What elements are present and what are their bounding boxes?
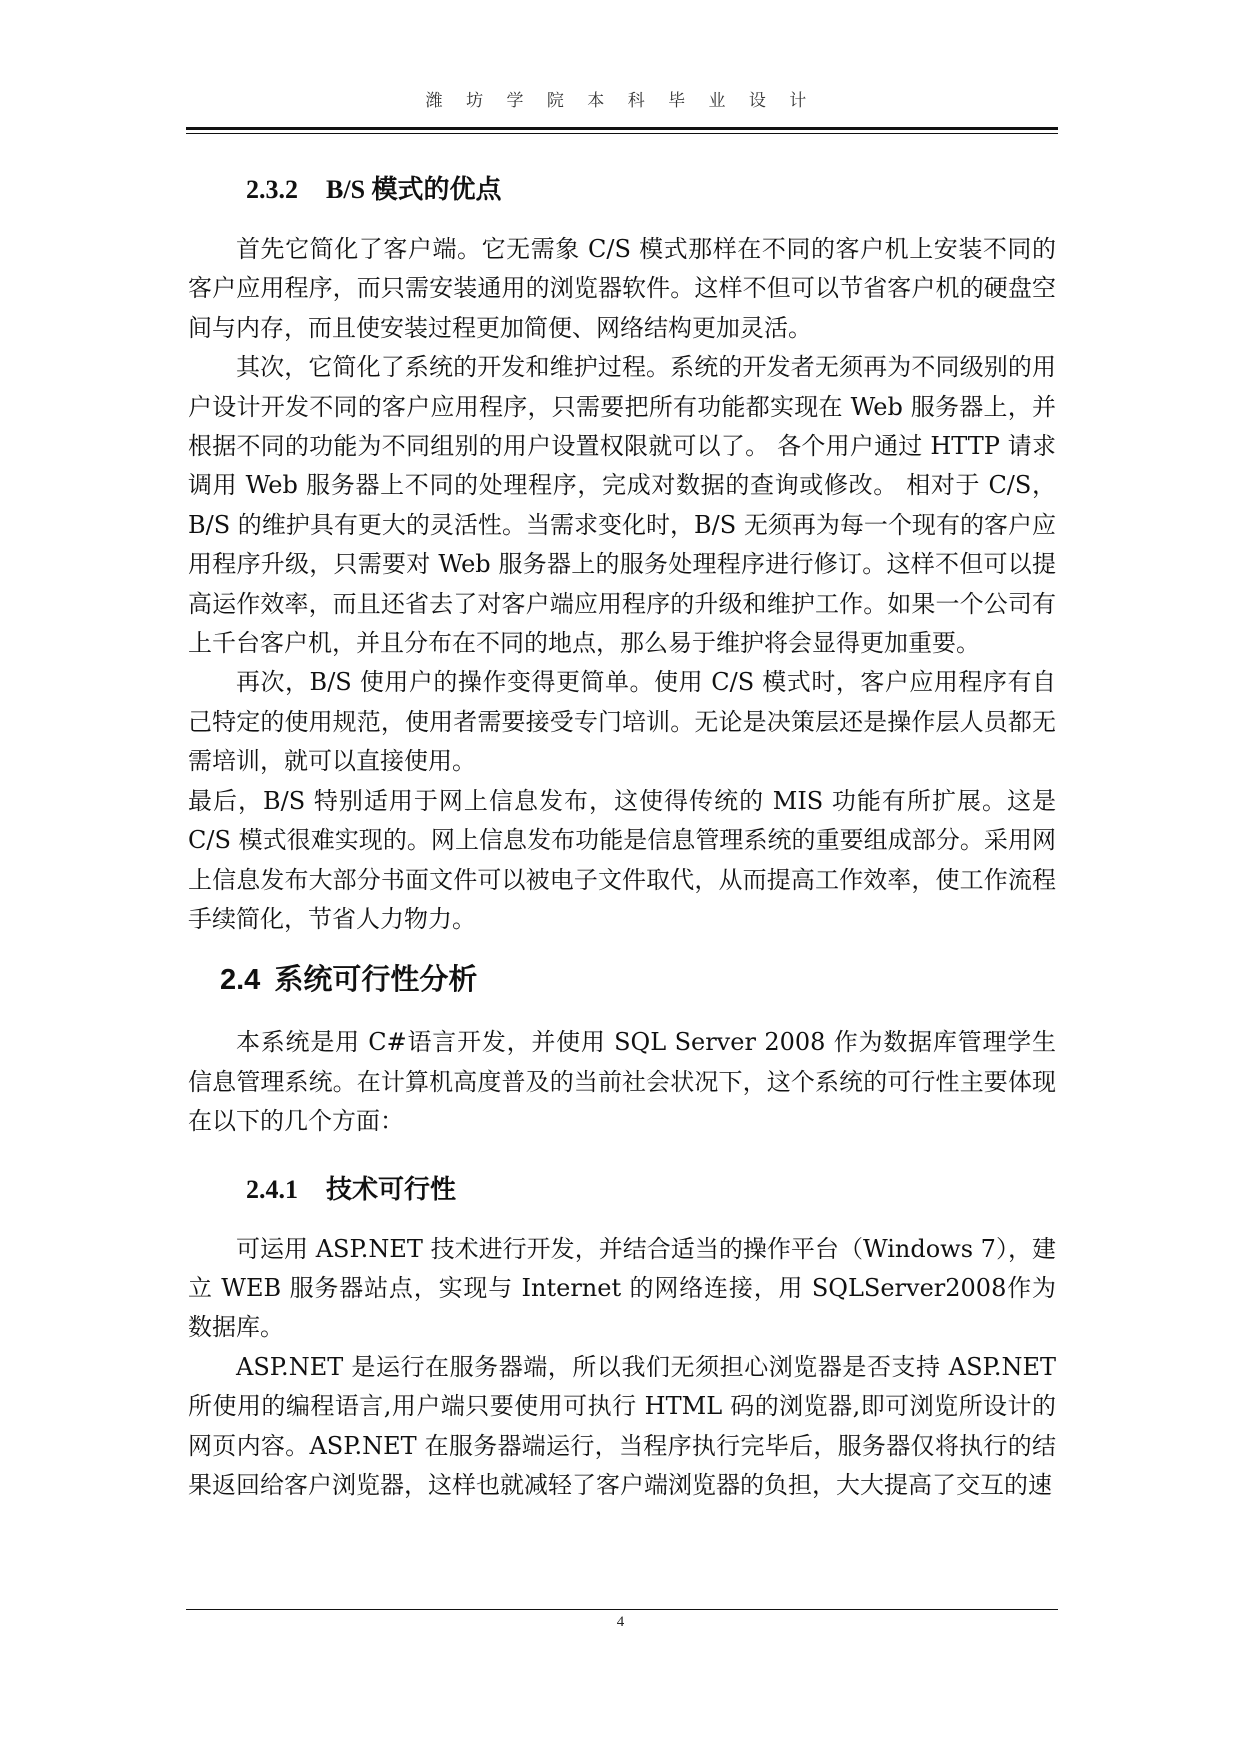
- header-rule-thin: [186, 133, 1058, 134]
- section-heading-2-4: [220, 959, 1056, 1001]
- section-title: B/S 模式的优点: [326, 175, 502, 204]
- paragraph: 最后，B/S 特别适用于网上信息发布，这使得传统的 MIS 功能有所扩展。这是 C/S 模式很难实现的。网上信息发布功能是信息管理系统的重要组成部分。采用网上信息发布大部分书面文件可以被电子文件取代，从而提高工作效率，使工作流程手续简化，节省人力物力。: [188, 786, 1056, 933]
- section-heading-2-4-1: [246, 1170, 1056, 1210]
- paragraph: ASP.NET 是运行在服务器端，所以我们无须担心浏览器是否支持 ASP.NET 所使用的编程语言,用户端只要使用可执行 HTML 码的浏览器,即可浏览所设计的网页内容。ASP.NET 在服务器端运行，当程序执行完毕后，服务器仅将执行的结果返回给客户浏览器，这样也就减轻了客户端浏览器的负担，大大提高了交互的速: [188, 1352, 1056, 1499]
- paragraph: 再次，B/S 使用户的操作变得更简单。使用 C/S 模式时，客户应用程序有自己特定的使用规范，使用者需要接受专门培训。无论是决策层还是操作层人员都无需培训，就可以直接使用。: [188, 668, 1056, 776]
- section-heading-2-3-2: [246, 170, 1056, 210]
- section-title: 技术可行性: [326, 1174, 457, 1204]
- section-title: 系统可行性分析: [274, 964, 478, 997]
- header-rule-thick: [186, 127, 1058, 130]
- paragraph: 本系统是用 C#语言开发，并使用 SQL Server 2008 作为数据库管理学生信息管理系统。在计算机高度普及的当前社会状况下，这个系统的可行性主要体现在以下的几个方面：: [188, 1028, 1056, 1136]
- page-body: [188, 160, 1056, 1505]
- section-number: 2.3.2: [246, 175, 298, 204]
- paragraph: 可运用 ASP.NET 技术进行开发，并结合适当的操作平台（Windows 7），建立 WEB 服务器站点，实现与 Internet 的网络连接，用 SQLServer2008作为数据库。: [188, 1234, 1056, 1342]
- section-number: 2.4.1: [246, 1174, 298, 1204]
- page-number: 4: [616, 1614, 625, 1630]
- footer-rule: [186, 1609, 1058, 1610]
- page-header: 潍 坊 学 院 本 科 毕 业 设 计: [425, 91, 816, 111]
- section-number: 2.4: [220, 964, 261, 997]
- paragraph: 首先它简化了客户端。它无需象 C/S 模式那样在不同的客户机上安装不同的客户应用程序，而只需安装通用的浏览器软件。这样不但可以节省客户机的硬盘空间与内存，而且使安装过程更加简便、网络结构更加灵活。: [188, 235, 1056, 342]
- paragraph: 其次，它简化了系统的开发和维护过程。系统的开发者无须再为不同级别的用户设计开发不同的客户应用程序，只需要把所有功能都实现在 Web 服务器上，并根据不同的功能为不同组别的用户设置权限就可以了。 各个用户通过 HTTP 请求调用 Web 服务器上不同的处理程序，完成对数据的查询或修改。 相对于 C/S，B/S 的维护具有更大的灵活性。当需求变化时，B/S 无须再为每一个现有的客户应用程序升级，只需要对 Web 服务器上的服务处理程序进行修订。这样不但可以提高运作效率，而且还省去了对客户端应用程序的升级和维护工作。如果一个公司有上千台客户机，并且分布在不同的地点，那么易于维护将会显得更加重要。: [188, 353, 1056, 658]
